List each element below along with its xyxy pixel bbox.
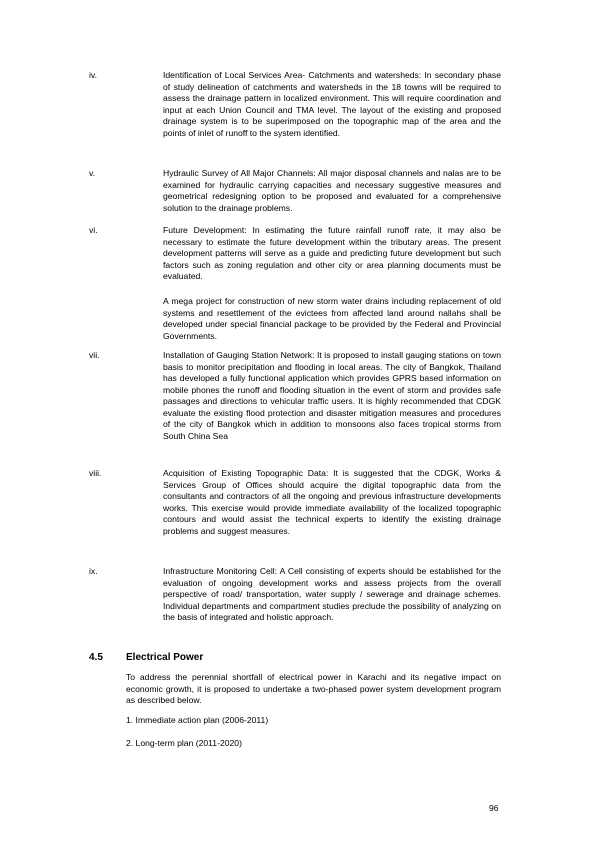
- list-item-vi: [89, 225, 501, 283]
- list-item-ix: [89, 566, 501, 624]
- section-number: 4.5: [89, 652, 103, 663]
- list-item-text: Installation of Gauging Station Network: It is proposed to install gauging stations on town basis to monitor precipitation and flooding in local areas. The city of Bangkok, Thailand has developed a fully functional application which provides GPRS based information on mobile phones the runoff and flooding situation in the event of storm and provides safe passages and directions to vehicular traffic users. It is highly recommended that CDGK evaluate the existing flood protection and disaster mitigation measures and procedures of the city of Bangkok which in addition to monsoons also faces tropical storms from South China Sea: [163, 350, 501, 441]
- list-item-iv: [89, 70, 501, 139]
- list-item-number: vii.: [89, 350, 100, 360]
- list-item-number: ix.: [89, 566, 98, 576]
- list-item-number: viii.: [89, 468, 102, 478]
- list-item-viii: [89, 468, 501, 537]
- plan-item-1: 1. Immediate action plan (2006-2011): [126, 715, 269, 725]
- plan-item-2: 2. Long-term plan (2011-2020): [126, 738, 242, 748]
- section-title: Electrical Power: [126, 652, 204, 663]
- list-item-number: v.: [89, 168, 96, 178]
- list-item-text: Future Development: In estimating the future rainfall runoff rate, it may also be necessary to estimate the future development within the tributary areas. The present development patterns will serve as a guide and predicting future development but such factors such as zoning regulation and other city or area planning documents must be evaluated.: [163, 225, 501, 281]
- mega-project-paragraph: A mega project for construction of new storm water drains including replacement of old systems and resettlement of the evictees from affected land around nallahs shall be developed under special financial package to be provided by the Federal and Provincial Governments.: [163, 296, 501, 341]
- section-intro: To address the perennial shortfall of electrical power in Karachi and its negative impact on economic growth, it is proposed to undertake a two-phased power system development program as described below.: [126, 672, 501, 705]
- list-item-text: Identification of Local Services Area- Catchments and watersheds: In secondary phase of study delineation of catchments and watersheds in the 18 towns will be required to assess the drainage pattern in localized environment. This will require coordination and input at each Union Council and TMA level. The layout of the existing and proposed drainage system is to be superimposed on the topographic map of the area and the points of inlet of runoff to the system identified.: [163, 70, 501, 138]
- list-item-vii: [89, 350, 501, 442]
- list-item-text: Infrastructure Monitoring Cell: A Cell consisting of experts should be established for the evaluation of ongoing development works and assess projects from the overall perspective of road/ transportation, water supply / sewerage and drainage schemes. Individual departments and compartment studies preclude the possibility of analyzing on the basis of integrated and holistic approach.: [163, 566, 501, 622]
- list-item-v: [89, 168, 501, 214]
- list-item-number: iv.: [89, 70, 97, 80]
- page-number: 96: [489, 803, 499, 813]
- list-item-text: Acquisition of Existing Topographic Data: It is suggested that the CDGK, Works & Services Group of Offices should acquire the digital topographic data from the consultants and contractors of all the ongoing and previous infrastructure developments works. This exercise would provide immediate availability of the localized topographic contours and would assist the technical experts to identify the existing drainage problems and suggest measures.: [163, 468, 501, 536]
- list-item-number: vi.: [89, 225, 98, 235]
- list-item-text: Hydraulic Survey of All Major Channels: All major disposal channels and nalas are to be examined for hydraulic carrying capacities and necessary suggestive measures and geometrical redesigning option to be proposed and evaluated for a comprehensive solution to the drainage problems.: [163, 168, 501, 213]
